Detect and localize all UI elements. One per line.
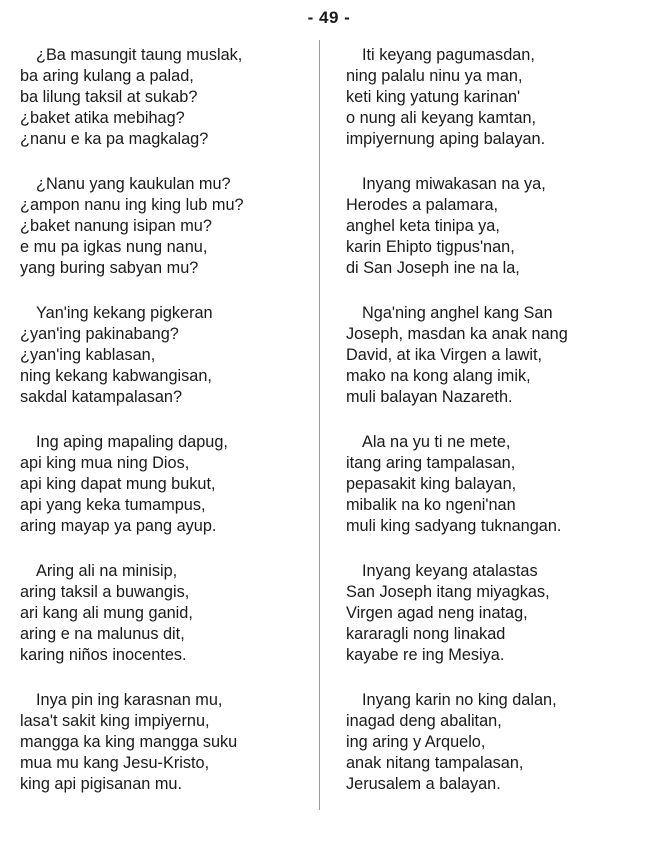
stanza (20, 561, 320, 666)
verse-line: karing niños inocentes. (20, 646, 187, 664)
verse-line: Inyang miwakasan na ya, (362, 175, 546, 193)
verse-line: karin Ehipto tigpus'nan, (346, 238, 515, 256)
stanza (20, 174, 320, 279)
verse-line: Iti keyang pagumasdan, (362, 46, 535, 64)
stanza (20, 45, 320, 150)
verse-line: Ing aping mapaling dapug, (36, 433, 228, 451)
verse-line: sakdal katampalasan? (20, 388, 183, 406)
left-column (20, 45, 320, 819)
verse-line: ing aring y Arquelo, (346, 733, 486, 751)
verse-line: kararagli nong linakad (346, 625, 506, 643)
stanza (346, 303, 646, 408)
verse-line: Ala na yu ti ne mete, (362, 433, 511, 451)
stanza (20, 303, 320, 408)
verse-line: Jerusalem a balayan. (346, 775, 501, 793)
verse-line: e mu pa igkas nung nanu, (20, 238, 208, 256)
stanza (346, 174, 646, 279)
verse-line: ¿ampon nanu ing king lub mu? (20, 196, 244, 214)
verse-line: Joseph, masdan ka anak nang (346, 325, 568, 343)
verse-line: anghel keta tinipa ya, (346, 217, 500, 235)
verse-line: muli balayan Nazareth. (346, 388, 513, 406)
verse-line: api king dapat mung bukut, (20, 475, 216, 493)
verse-line: pepasakit king balayan, (346, 475, 517, 493)
verse-line: ba aring kulang a palad, (20, 67, 194, 85)
verse-line: muli king sadyang tuknangan. (346, 517, 562, 535)
verse-line: yang buring sabyan mu? (20, 259, 199, 277)
verse-line: api yang keka tumampus, (20, 496, 206, 514)
stanza (346, 45, 646, 150)
verse-line: ning kekang kabwangisan, (20, 367, 212, 385)
stanza (20, 690, 320, 795)
verse-line: ¿baket atika mebihag? (20, 109, 185, 127)
verse-line: Inya pin ing karasnan mu, (36, 691, 223, 709)
verse-line: keti king yatung karinan' (346, 88, 521, 106)
stanza (346, 432, 646, 537)
page-number: - 49 - (307, 8, 351, 27)
verse-line: lasa't sakit king impiyernu, (20, 712, 210, 730)
verse-line: o nung ali keyang kamtan, (346, 109, 537, 127)
verse-line: impiyernung aping balayan. (346, 130, 546, 148)
verse-line: itang aring tampalasan, (346, 454, 516, 472)
verse-line: mibalik na ko ngeni'nan (346, 496, 516, 514)
verse-line: ¿yan'ing kablasan, (20, 346, 156, 364)
verse-line: ¿Ba masungit taung muslak, (36, 46, 243, 64)
verse-line: kayabe re ing Mesiya. (346, 646, 505, 664)
stanza (20, 432, 320, 537)
verse-line: Yan'ing kekang pigkeran (36, 304, 213, 322)
verse-line: Herodes a palamara, (346, 196, 499, 214)
verse-line: anak nitang tampalasan, (346, 754, 524, 772)
verse-line: Virgen agad neng inatag, (346, 604, 528, 622)
verse-line: Inyang keyang atalastas (362, 562, 538, 580)
verse-line: aring mayap ya pang ayup. (20, 517, 217, 535)
stanza (346, 690, 646, 795)
verse-line: aring e na malunus dit, (20, 625, 185, 643)
verse-line: Aring ali na minisip, (36, 562, 178, 580)
verse-line: ¿Nanu yang kaukulan mu? (36, 175, 231, 193)
verse-line: mako na kong alang imik, (346, 367, 531, 385)
verse-line: aring taksil a buwangis, (20, 583, 190, 601)
verse-line: mangga ka king mangga suku (20, 733, 238, 751)
verse-line: di San Joseph ine na la, (346, 259, 520, 277)
verse-line: Nga'ning anghel kang San (362, 304, 553, 322)
verse-line: api king mua ning Dios, (20, 454, 190, 472)
verse-line: inagad deng abalitan, (346, 712, 502, 730)
verse-line: ba lilung taksil at sukab? (20, 88, 198, 106)
verse-line: ¿baket nanung isipan mu? (20, 217, 212, 235)
right-column (346, 45, 646, 819)
verse-line: mua mu kang Jesu-Kristo, (20, 754, 210, 772)
verse-line: Inyang karin no king dalan, (362, 691, 557, 709)
verse-line: ning palalu ninu ya man, (346, 67, 523, 85)
verse-line: San Joseph itang miyagkas, (346, 583, 550, 601)
verse-line: ¿nanu e ka pa magkalag? (20, 130, 209, 148)
verse-line: ari kang ali mung ganid, (20, 604, 193, 622)
verse-line: David, at ika Virgen a lawit, (346, 346, 543, 364)
verse-line: king api pigisanan mu. (20, 775, 183, 793)
stanza (346, 561, 646, 666)
verse-line: ¿yan'ing pakinabang? (20, 325, 179, 343)
